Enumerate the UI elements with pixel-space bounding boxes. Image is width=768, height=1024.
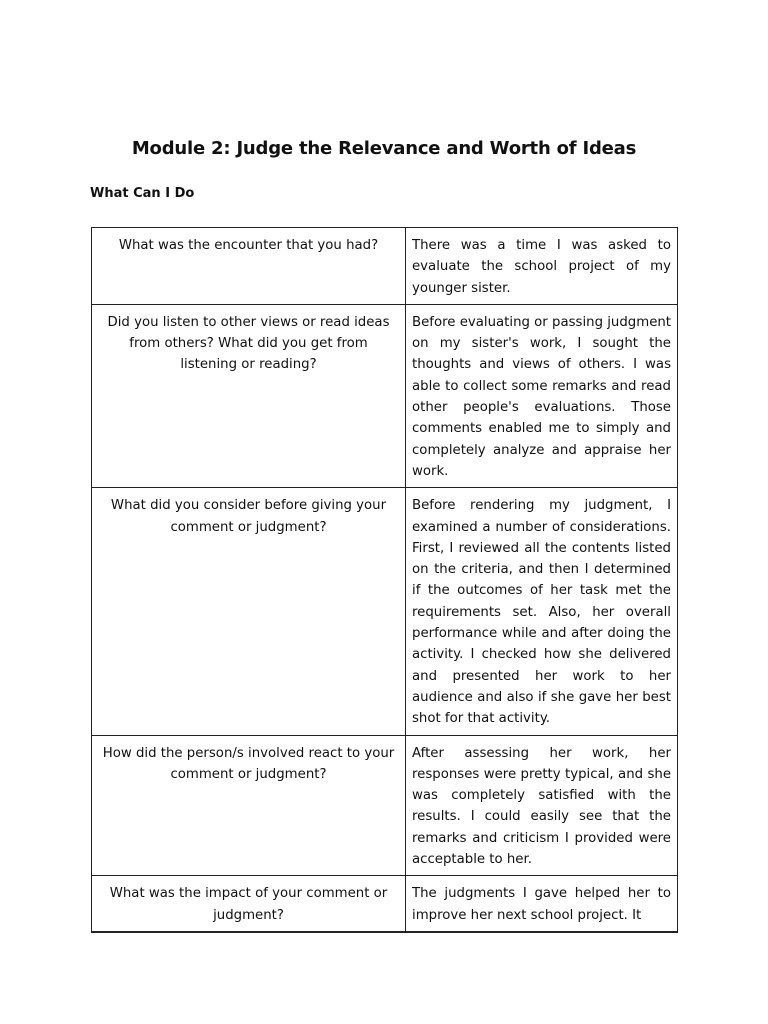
question-cell: What was the encounter that you had? [92, 228, 406, 305]
table-row [92, 488, 678, 735]
answer-cell: Before evaluating or passing judgment on my sister's work, I sought the thoughts and views of others. I was able to collect some remarks and read other people's evaluations. Those comments enabled me to simply and completely analyze and appraise her work. [406, 304, 678, 487]
reflection-table [91, 227, 678, 933]
answer-cell: Before rendering my judgment, I examined a number of considerations. First, I reviewed all the contents listed on the criteria, and then I determined if the outcomes of her task met the requirements set. Also, her overall performance while and after doing the activity. I checked how she delivered and presented her work to her audience and also if she gave her best shot for that activity. [406, 488, 678, 735]
question-cell: Did you listen to other views or read ideas from others? What did you get from listening or reading? [92, 304, 406, 487]
answer-cell: There was a time I was asked to evaluate the school project of my younger sister. [406, 228, 678, 305]
answer-cell: After assessing her work, her responses were pretty typical, and she was completely satisfied with the results. I could easily see that the remarks and criticism I provided were acceptable to her. [406, 735, 678, 876]
table-row [92, 304, 678, 487]
table-row [92, 735, 678, 876]
table-row [92, 876, 678, 932]
page-title: Module 2: Judge the Relevance and Worth of Ideas [131, 138, 637, 159]
question-cell: How did the person/s involved react to your comment or judgment? [92, 735, 406, 876]
table-row [92, 228, 678, 305]
question-cell: What was the impact of your comment or judgment? [92, 876, 406, 932]
section-heading: What Can I Do [90, 186, 195, 201]
question-cell: What did you consider before giving your comment or judgment? [92, 488, 406, 735]
answer-cell: The judgments I gave helped her to improve her next school project. It [406, 876, 678, 932]
